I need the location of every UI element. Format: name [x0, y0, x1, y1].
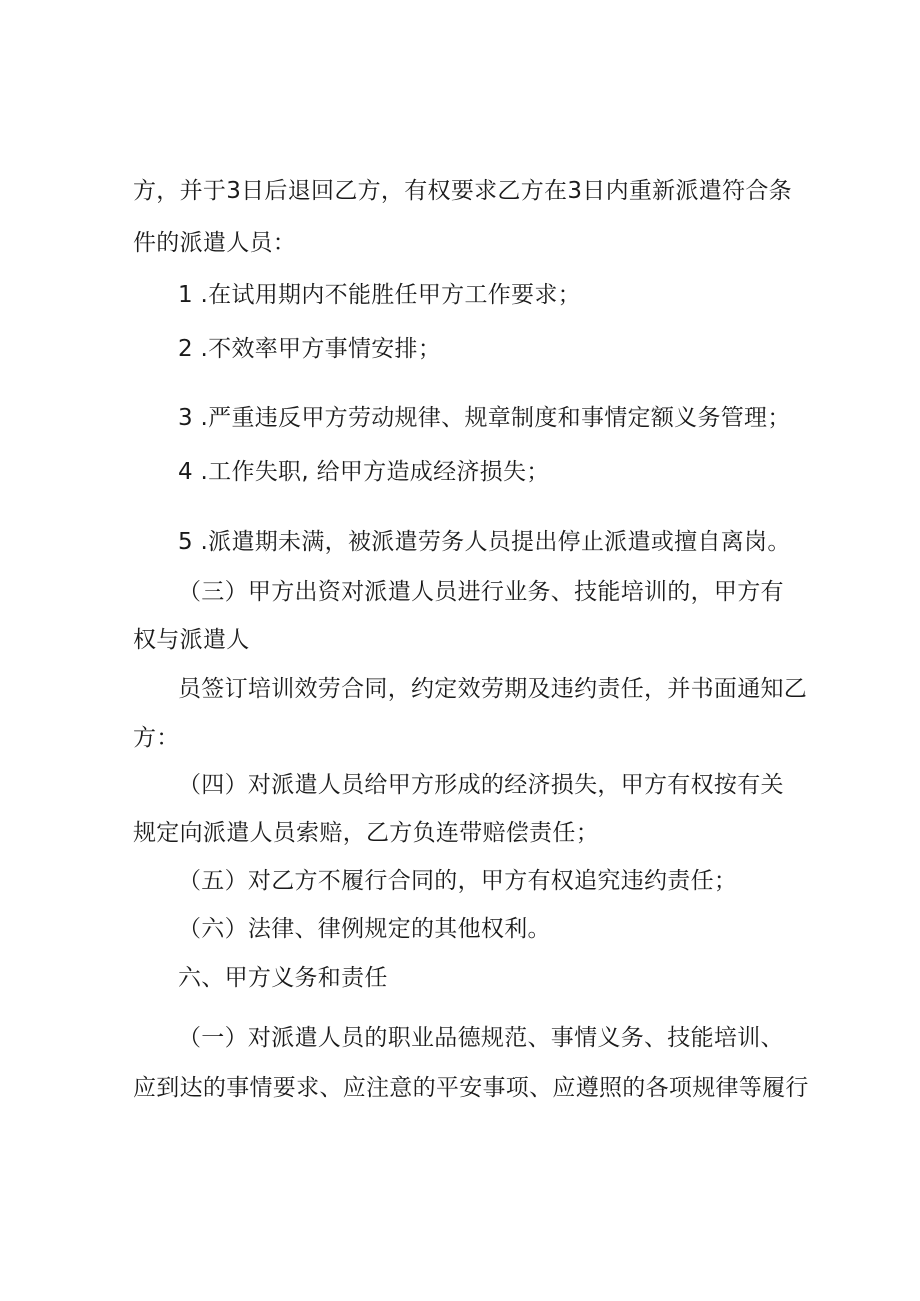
- clause-three-line-1: （三）甲方出资对派遣人员进行业务、技能培训的，甲方有: [178, 579, 784, 605]
- clause-four-line-2: 规定向派遣人员索赔，乙方负连带赔偿责任；: [133, 820, 599, 846]
- clause-five: （五）对乙方不履行合同的，甲方有权追究违约责任；: [178, 868, 738, 894]
- section-six-heading: 六、甲方义务和责任: [178, 965, 388, 991]
- list-item-1: 1 .在试用期内不能胜任甲方工作要求；: [178, 282, 581, 308]
- text-line-2: 件的派遣人员：: [133, 230, 297, 256]
- obligation-one-line-1: （一）对派遣人员的职业品德规范、事情义务、技能培训、: [178, 1025, 784, 1051]
- clause-three-line-3: 员签订培训效劳合同，约定效劳期及违约责任，并书面通知乙: [178, 676, 808, 702]
- clause-six: （六）法律、律例规定的其他权利。: [178, 916, 551, 942]
- list-item-3: 3 .严重违反甲方劳动规律、规章制度和事情定额义务管理；: [178, 405, 791, 431]
- list-item-4: 4 .工作失职, 给甲方造成经济损失；: [178, 459, 550, 485]
- text-line-1: 方，并于3日后退回乙方，有权要求乙方在3日内重新派遣符合条: [133, 178, 792, 204]
- list-item-2: 2 .不效率甲方事情安排；: [178, 336, 442, 362]
- list-item-5: 5 .派遣期未满，被派遣劳务人员提出停止派遣或擅自离岗。: [178, 529, 791, 555]
- clause-three-line-2: 权与派遣人: [133, 627, 250, 653]
- obligation-one-line-2: 应到达的事情要求、应注意的平安事项、应遵照的各项规律等履行: [133, 1075, 809, 1101]
- clause-three-line-4: 方：: [133, 725, 180, 751]
- clause-four-line-1: （四）对派遣人员给甲方形成的经济损失，甲方有权按有关: [178, 772, 784, 798]
